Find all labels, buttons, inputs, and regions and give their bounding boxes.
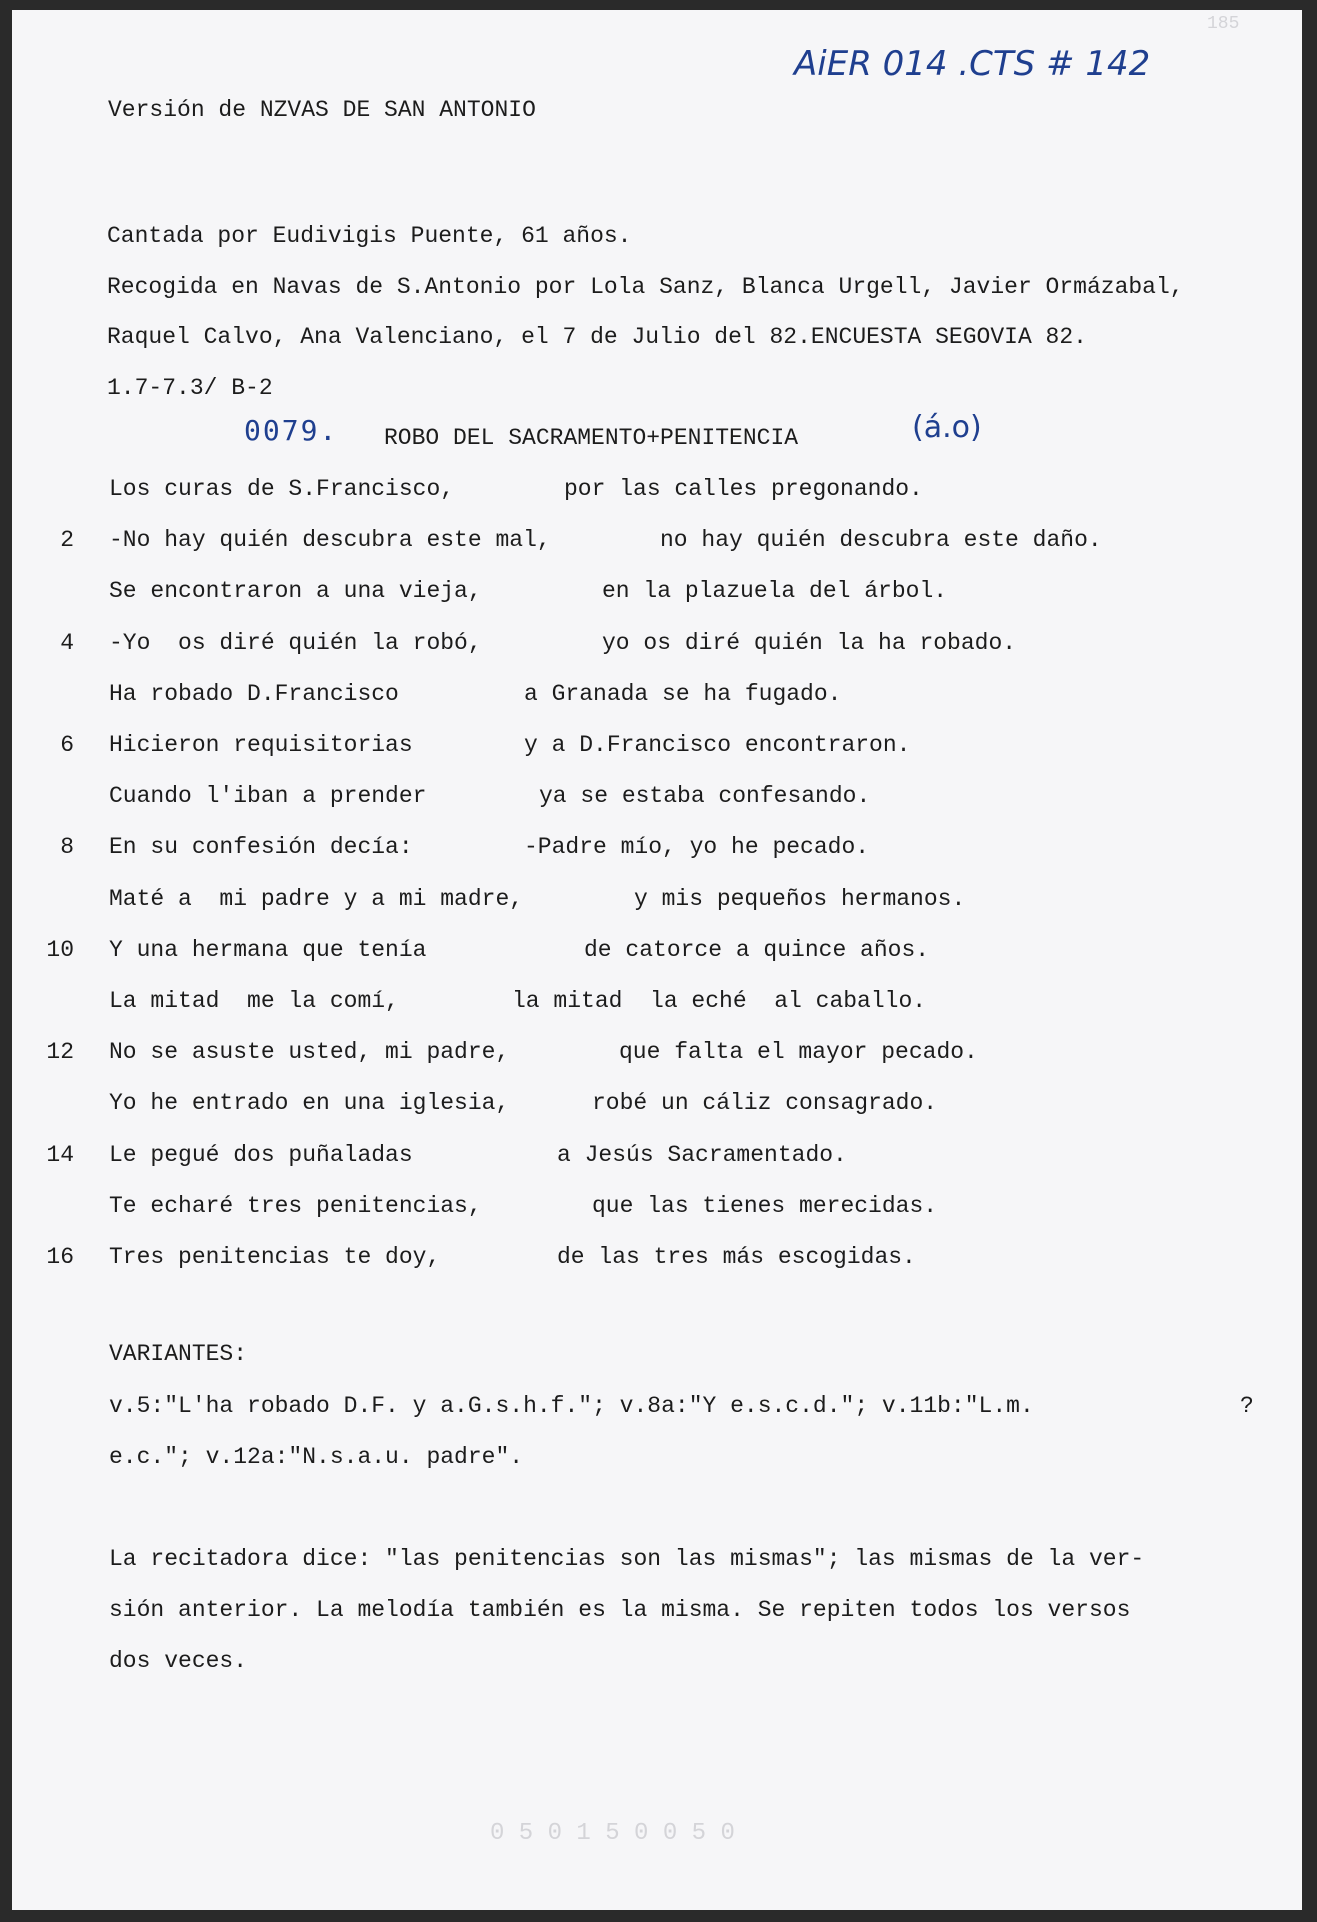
verse-second-hemistich: yo os diré quién la ha robado. [602, 630, 1017, 656]
verse-second-hemistich: -Padre mío, yo he pecado. [524, 834, 870, 860]
verse-first-hemistich: -Yo os diré quién la robó, [109, 630, 482, 656]
verse-first-hemistich: En su confesión decía: [109, 834, 413, 860]
verse-number: 16 [46, 1244, 74, 1270]
verse-second-hemistich: que falta el mayor pecado. [619, 1039, 978, 1065]
document-page [12, 10, 1302, 1910]
verse-first-hemistich: La mitad me la comí, [109, 988, 399, 1014]
reference-line: 1.7-7.3/ B-2 [107, 375, 273, 401]
verse-first-hemistich: Maté a mi padre y a mi madre, [109, 886, 524, 912]
verse-number: 8 [60, 834, 74, 860]
verse-second-hemistich: y mis pequeños hermanos. [634, 886, 966, 912]
verse-first-hemistich: Yo he entrado en una iglesia, [109, 1090, 510, 1116]
corner-faint-mark: 185 [1207, 14, 1240, 34]
variants-query-mark: ? [1240, 1393, 1254, 1419]
verse-first-hemistich: Te echaré tres penitencias, [109, 1193, 482, 1219]
archive-handwritten-mark: AiER 014 .CTS # 142 [794, 44, 1151, 84]
version-line: Versión de NZVAS DE SAN ANTONIO [108, 97, 536, 123]
verse-first-hemistich: No se asuste usted, mi padre, [109, 1039, 510, 1065]
verse-second-hemistich: a Jesús Sacramentado. [557, 1142, 847, 1168]
verse-second-hemistich: robé un cáliz consagrado. [592, 1090, 938, 1116]
verse-second-hemistich: de catorce a quince años. [584, 937, 930, 963]
verse-second-hemistich: ya se estaba confesando. [539, 783, 871, 809]
variants-heading: VARIANTES: [109, 1341, 248, 1367]
verse-number: 10 [46, 937, 74, 963]
note-line-2: sión anterior. La melodía también es la misma. Se repiten todos los versos [109, 1597, 1131, 1623]
verse-number: 6 [60, 732, 74, 758]
verse-first-hemistich: Los curas de S.Francisco, [109, 476, 455, 502]
collected-line-1: Recogida en Navas de S.Antonio por Lola Sanz, Blanca Urgell, Javier Ormázabal, [107, 274, 1184, 300]
rhyme-mark: (á.o) [912, 410, 982, 445]
ballad-title: ROBO DEL SACRAMENTO+PENITENCIA [384, 425, 799, 451]
verse-first-hemistich: Tres penitencias te doy, [109, 1244, 441, 1270]
note-line-1: La recitadora dice: "las penitencias son las mismas"; las mismas de la ver- [109, 1546, 1145, 1572]
verse-second-hemistich: por las calles pregonando. [564, 476, 923, 502]
variants-line-2: e.c."; v.12a:"N.s.a.u. padre". [109, 1444, 524, 1470]
singer-line: Cantada por Eudivigis Puente, 61 años. [107, 223, 632, 249]
collected-line-2: Raquel Calvo, Ana Valenciano, el 7 de Julio del 82.ENCUESTA SEGOVIA 82. [107, 324, 1087, 350]
verse-first-hemistich: Hicieron requisitorias [109, 732, 413, 758]
verse-second-hemistich: en la plazuela del árbol. [602, 578, 948, 604]
verse-number: 4 [60, 630, 74, 656]
verse-first-hemistich: Y una hermana que tenía [109, 937, 427, 963]
ballad-number: 0079. [244, 414, 339, 447]
verse-second-hemistich: a Granada se ha fugado. [524, 681, 842, 707]
verse-number: 12 [46, 1039, 74, 1065]
variants-line-1: v.5:"L'ha robado D.F. y a.G.s.h.f."; v.8a:"Y e.s.c.d."; v.11b:"L.m. [109, 1393, 1034, 1419]
verse-second-hemistich: de las tres más escogidas. [557, 1244, 916, 1270]
verse-first-hemistich: Cuando l'iban a prender [109, 783, 427, 809]
bottom-faint-stamp: 0 5 0 1 5 0 0 5 0 [490, 1820, 735, 1847]
verse-first-hemistich: Le pegué dos puñaladas [109, 1142, 413, 1168]
verse-second-hemistich: y a D.Francisco encontraron. [524, 732, 911, 758]
verse-first-hemistich: Se encontraron a una vieja, [109, 578, 482, 604]
verse-first-hemistich: Ha robado D.Francisco [109, 681, 399, 707]
verse-second-hemistich: que las tienes merecidas. [592, 1193, 938, 1219]
verse-second-hemistich: la mitad la eché al caballo. [512, 988, 927, 1014]
verse-second-hemistich: no hay quién descubra este daño. [660, 527, 1102, 553]
note-line-3: dos veces. [109, 1648, 248, 1674]
verse-number: 2 [60, 527, 74, 553]
verse-number: 14 [46, 1142, 74, 1168]
verse-first-hemistich: -No hay quién descubra este mal, [109, 527, 551, 553]
